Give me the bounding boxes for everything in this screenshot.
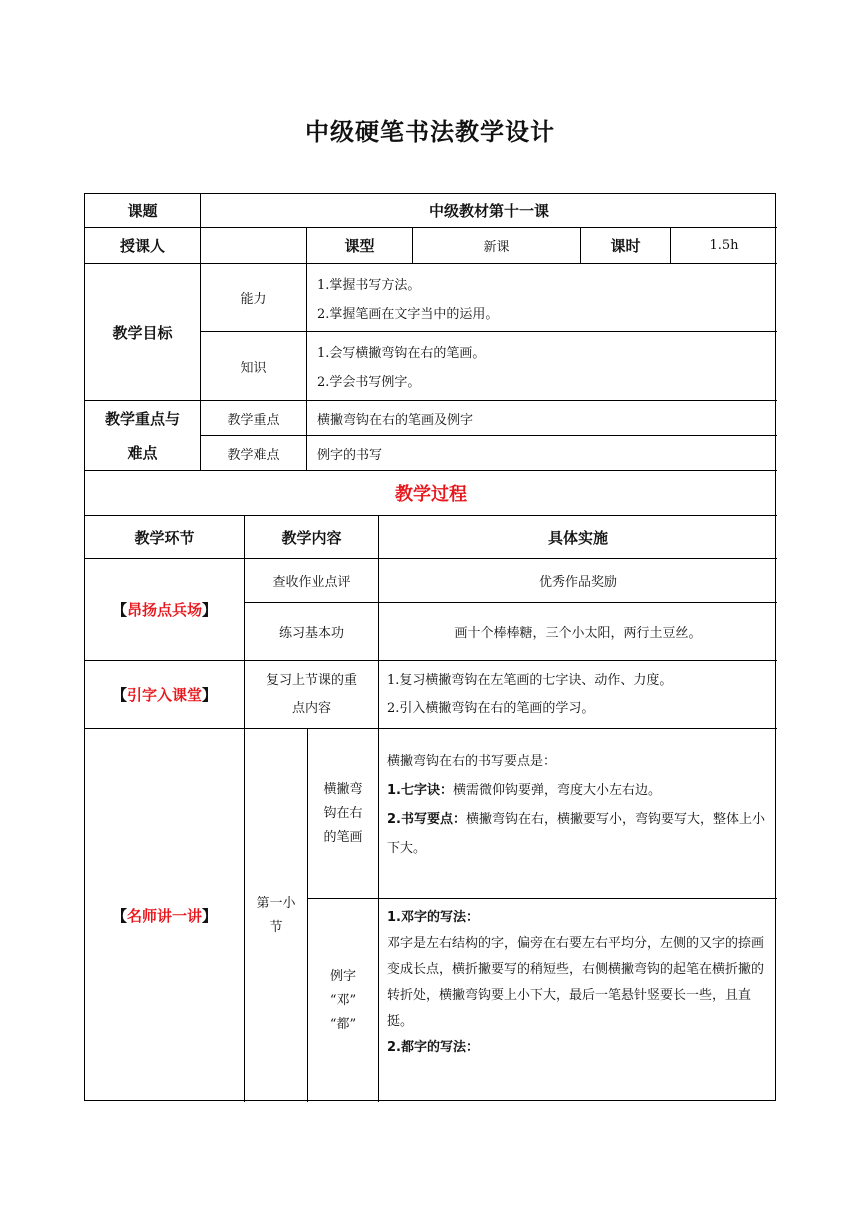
topic-value: 中级教材第十一课	[201, 194, 777, 228]
section-label	[245, 729, 308, 1102]
bracket-open: 【	[111, 601, 127, 619]
example-label-line: 例字	[329, 968, 356, 984]
knowledge-items	[307, 332, 777, 401]
knowledge-item: 2.学会书写例字。	[317, 375, 421, 390]
du-label: 2.都字的写法：	[387, 1040, 479, 1055]
bracket-open: 【	[111, 907, 127, 925]
time-label: 课时	[581, 228, 671, 264]
key-point-label: 教学重点	[201, 401, 307, 436]
stroke-label-line: 钩在右	[323, 805, 363, 821]
stage-2-content	[245, 661, 379, 729]
stroke-label	[308, 729, 379, 899]
teacher-label: 授课人	[85, 228, 201, 264]
col-content-header: 教学内容	[245, 516, 379, 559]
section-label-line: 第一小	[256, 895, 296, 911]
bracket-close: 】	[202, 907, 218, 925]
stage-2-name	[85, 661, 245, 729]
bracket-open: 【	[111, 686, 127, 704]
deng-text: 邓字是左右结构的字，偏旁在右要左右平均分，左侧的又字的捺画变成长点，横折撇要写的稍短些，右侧横撇弯钩的起笔在横折撇的转折处，横撇弯钩要上小下大，最后一笔悬针竖要长一些，且直挺。	[387, 936, 765, 1029]
key-points-label	[85, 401, 201, 471]
stage-1-name	[85, 559, 245, 661]
stroke-detail	[379, 729, 777, 899]
goals-label: 教学目标	[85, 264, 201, 401]
knowledge-item: 1.会写横撇弯钩在右的笔画。	[317, 346, 486, 361]
ability-label: 能力	[201, 264, 307, 332]
example-label	[308, 899, 379, 1102]
stage-1-title: 昂扬点兵场	[126, 601, 202, 619]
stroke-label-line: 的笔画	[323, 829, 363, 845]
col-stage-header: 教学环节	[85, 516, 245, 559]
key-points-label-line: 难点	[127, 443, 158, 462]
topic-label: 课题	[85, 194, 201, 228]
ability-item: 2.掌握笔画在文字当中的运用。	[317, 306, 499, 322]
stroke-intro: 横撇弯钩在右的书写要点是：	[387, 754, 557, 769]
example-label-line: “都”	[329, 1016, 357, 1032]
rhyme-label: 1.七字诀：	[387, 783, 453, 798]
stage-2-impl	[379, 661, 777, 729]
points-text: 横撇弯钩在右，横撇要写小，弯钩要写大，整体上小下大。	[387, 812, 765, 856]
knowledge-label: 知识	[201, 332, 307, 401]
ability-item: 1.掌握书写方法。	[317, 277, 421, 293]
col-impl-header: 具体实施	[379, 516, 777, 559]
process-heading: 教学过程	[85, 471, 777, 516]
stage-2-content-line: 点内容	[291, 700, 331, 716]
time-value: 1.5h	[671, 228, 777, 264]
rhyme-line	[387, 776, 661, 805]
stage-3-name	[85, 729, 245, 1102]
stage-3-title: 名师讲一讲	[126, 907, 202, 925]
stage-1-content-1: 查收作业点评	[245, 559, 379, 603]
bracket-close: 】	[202, 601, 218, 619]
bracket-close: 】	[202, 686, 218, 704]
ability-items	[307, 264, 777, 332]
stage-2-content-line: 复习上节课的重	[265, 672, 357, 688]
difficulty-label: 教学难点	[201, 436, 307, 471]
points-line	[387, 805, 769, 863]
page-title: 中级硬笔书法教学设计	[305, 118, 555, 146]
points-label: 2.书写要点：	[387, 812, 466, 827]
stage-1-impl-1: 优秀作品奖励	[379, 559, 777, 603]
stage-1-content-2: 练习基本功	[245, 603, 379, 661]
teacher-value	[201, 228, 307, 264]
difficulty-value: 例字的书写	[307, 436, 777, 471]
stroke-label-line: 横撇弯	[323, 781, 363, 797]
section-label-line: 节	[269, 919, 283, 935]
stage-2-impl-item: 2.引入横撇弯钩在右的笔画的学习。	[387, 700, 595, 716]
stage-2-impl-item: 1.复习横撇弯钩在左笔画的七字诀、动作、力度。	[387, 672, 673, 688]
example-label-line: “邓”	[329, 992, 357, 1008]
type-label: 课型	[307, 228, 413, 264]
key-point-value: 横撇弯钩在右的笔画及例字	[307, 401, 777, 436]
deng-label: 1.邓字的写法：	[387, 910, 479, 925]
lesson-plan-table	[84, 193, 776, 1101]
key-points-label-line: 教学重点与	[104, 409, 180, 428]
type-value: 新课	[413, 228, 581, 264]
example-detail	[379, 899, 777, 1102]
stage-1-impl-2: 画十个棒棒糖，三个小太阳，两行土豆丝。	[379, 603, 777, 661]
rhyme-text: 横需微仰钩要弹，弯度大小左右边。	[452, 783, 661, 798]
stage-2-title: 引字入课堂	[126, 686, 202, 704]
